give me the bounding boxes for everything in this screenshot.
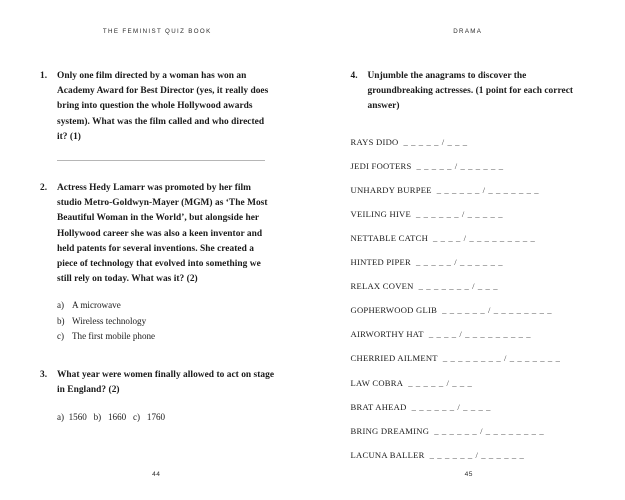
question-3-number: 3.	[40, 369, 48, 380]
running-head-left: THE FEMINIST QUIZ BOOK	[102, 28, 212, 35]
anagram-clue: VEILING HIVE	[350, 208, 412, 219]
anagram-clue: CHERRIED AILMENT	[350, 353, 438, 364]
anagram-blanks[interactable]: _ _ _ _ _ _ / _ _ _ _ _ _ _ _	[442, 305, 553, 316]
option-b-letter: b)	[57, 315, 65, 326]
anagram-row[interactable]	[351, 137, 586, 147]
anagram-clue: JEDI FOOTERS	[350, 160, 412, 171]
anagram-blanks[interactable]: _ _ _ _ _ / _ _ _	[408, 377, 473, 388]
page-number-left: 44	[152, 471, 161, 478]
anagram-clue: UNHARDY BURPEE	[350, 184, 432, 195]
option-a-label: A microwave	[72, 300, 121, 311]
question-3	[40, 368, 275, 398]
anagram-blanks[interactable]: _ _ _ _ / _ _ _ _ _ _ _ _ _	[428, 329, 532, 340]
anagram-blanks[interactable]: _ _ _ _ _ _ / _ _ _ _ _ _ _	[436, 184, 540, 195]
anagram-row[interactable]	[351, 233, 586, 243]
anagram-row[interactable]	[351, 185, 586, 195]
anagram-list	[351, 137, 586, 460]
anagram-blanks[interactable]: _ _ _ _ _ _ _ / _ _ _	[418, 281, 499, 292]
anagram-clue: NETTABLE CATCH	[350, 232, 429, 243]
anagram-clue: RAYS DIDO	[350, 136, 399, 147]
anagram-clue: BRAT AHEAD	[350, 401, 407, 412]
anagram-row[interactable]	[351, 378, 586, 388]
anagram-blanks[interactable]: _ _ _ _ _ _ / _ _ _ _ _ _	[429, 449, 525, 460]
question-2	[40, 181, 275, 287]
question-1	[40, 69, 275, 145]
option-b[interactable]	[57, 314, 275, 329]
anagram-row[interactable]	[351, 450, 586, 460]
anagram-blanks[interactable]: _ _ _ _ _ _ _ _ / _ _ _ _ _ _ _	[442, 353, 561, 364]
question-3-options[interactable]: a) 1560 b) 1660 c) 1760	[57, 412, 166, 423]
anagram-blanks[interactable]: _ _ _ _ _ _ / _ _ _ _ _	[416, 208, 504, 219]
anagram-blanks[interactable]: _ _ _ _ _ / _ _ _ _ _ _	[416, 257, 504, 268]
question-2-options	[57, 298, 275, 343]
anagram-row[interactable]	[351, 353, 586, 363]
anagram-blanks[interactable]: _ _ _ _ _ / _ _ _	[403, 136, 468, 147]
anagram-row[interactable]	[351, 426, 586, 436]
answer-rule[interactable]	[57, 160, 265, 161]
anagram-row[interactable]	[351, 281, 586, 291]
page-right	[313, 0, 625, 500]
option-c[interactable]	[57, 329, 275, 344]
anagram-row[interactable]	[351, 161, 586, 171]
anagram-clue: RELAX COVEN	[350, 281, 414, 292]
question-2-text: Actress Hedy Lamarr was promoted by her film studio Metro-Goldwyn-Mayer (MGM) as ‘The Most Beautiful Woman in the World’, but alongside her Hollywood career she was also a keen inventor and held patents for several inventions. She created a piece of technology that evolved into something we still rely on today. What was it? (2)	[57, 183, 268, 285]
anagram-blanks[interactable]: _ _ _ _ / _ _ _ _ _ _ _ _ _	[433, 232, 536, 243]
question-2-number: 2.	[40, 183, 48, 194]
anagram-row[interactable]	[351, 305, 586, 315]
anagram-row[interactable]	[351, 209, 586, 219]
anagram-row[interactable]	[351, 257, 586, 267]
anagram-clue: GOPHERWOOD GLIB	[350, 305, 438, 316]
spacer	[40, 344, 275, 368]
question-1-number: 1.	[40, 71, 48, 81]
anagram-blanks[interactable]: _ _ _ _ _ _ / _ _ _ _ _ _ _ _	[434, 425, 545, 436]
anagram-clue: AIRWORTHY HAT	[350, 329, 424, 340]
question-4-number: 4.	[350, 71, 358, 81]
anagram-row[interactable]	[351, 402, 586, 412]
anagram-blanks[interactable]: _ _ _ _ _ _ / _ _ _ _	[411, 401, 492, 412]
anagram-blanks[interactable]: _ _ _ _ _ / _ _ _ _ _ _	[416, 160, 504, 171]
question-1-text: Only one film directed by a woman has won an Academy Award for Best Director (yes, it really does bring into question the whole Hollywood awards system). What was the film called and who directed it? (1)	[57, 71, 269, 142]
option-a[interactable]	[57, 298, 275, 313]
anagram-clue: BRING DREAMING	[350, 425, 430, 436]
option-c-letter: c)	[57, 330, 65, 341]
question-4	[351, 69, 586, 115]
running-head-right: DRAMA	[453, 28, 483, 35]
option-c-label: The first mobile phone	[72, 330, 156, 341]
anagram-clue: LACUNA BALLER	[350, 449, 425, 460]
question-3-text: What year were women finally allowed to act on stage in England? (2)	[57, 369, 275, 395]
question-4-text: Unjumble the anagrams to discover the groundbreaking actresses. (1 point for each correct answer)	[367, 71, 574, 112]
anagram-row[interactable]	[351, 329, 586, 339]
option-b-label: Wireless technology	[72, 315, 147, 326]
option-a-letter: a)	[57, 300, 65, 311]
anagram-clue: LAW COBRA	[350, 377, 404, 388]
page-number-right: 45	[464, 471, 473, 478]
anagram-clue: HINTED PIPER	[350, 257, 412, 268]
